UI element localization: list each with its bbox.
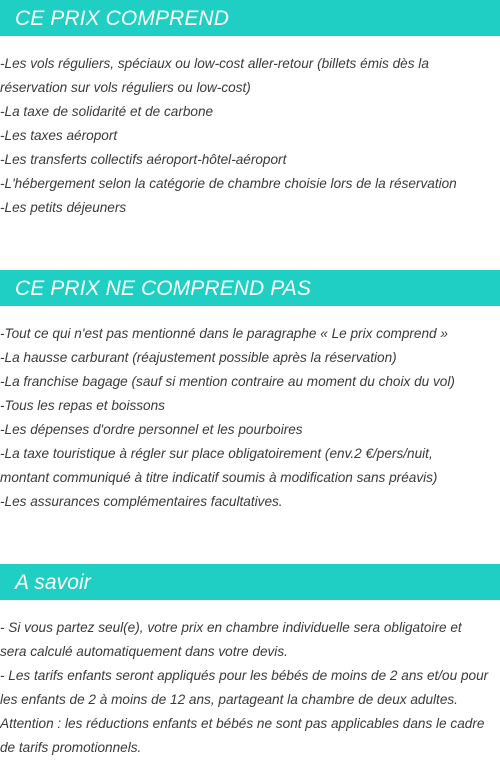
included-line: réservation sur vols réguliers ou low-cost) <box>0 80 251 95</box>
included-section-title: CE PRIX COMPREND <box>15 6 229 30</box>
included-section-header <box>0 0 500 36</box>
good-to-know-line: - Si vous partez seul(e), votre prix en chambre individuelle sera obligatoire et <box>0 620 462 635</box>
not-included-section-body <box>0 322 500 514</box>
not-included-line: -Tout ce qui n'est pas mentionné dans le paragraphe « Le prix comprend » <box>0 326 448 341</box>
not-included-line: -La taxe touristique à régler sur place obligatoirement (env.2 €/pers/nuit, <box>0 446 433 461</box>
good-to-know-line: - Les tarifs enfants seront appliqués pour les bébés de moins de 2 ans et/ou pour <box>0 668 489 683</box>
included-line: -Les petits déjeuners <box>0 200 127 215</box>
included-line: -Les transferts collectifs aéroport-hôtel-aéroport <box>0 152 287 167</box>
not-included-line: -Les assurances complémentaires facultatives. <box>0 494 283 509</box>
good-to-know-line: sera calculé automatiquement dans votre devis. <box>0 644 288 659</box>
good-to-know-section-title: A savoir <box>15 570 91 594</box>
included-line: -La taxe de solidarité et de carbone <box>0 104 214 119</box>
good-to-know-section-header <box>0 564 500 600</box>
good-to-know-line: Attention : les réductions enfants et bébés ne sont pas applicables dans le cadre <box>0 716 485 731</box>
included-line: -L'hébergement selon la catégorie de chambre choisie lors de la réservation <box>0 176 457 191</box>
not-included-line: -Tous les repas et boissons <box>0 398 165 413</box>
good-to-know-section-body <box>0 616 500 760</box>
not-included-line: montant communiqué à titre indicatif soumis à modification sans préavis) <box>0 470 438 485</box>
not-included-line: -Les dépenses d'ordre personnel et les pourboires <box>0 422 303 437</box>
included-line: -Les taxes aéroport <box>0 128 118 143</box>
included-line: -Les vols réguliers, spéciaux ou low-cost aller-retour (billets émis dès la <box>0 56 429 71</box>
not-included-line: -La franchise bagage (sauf si mention contraire au moment du choix du vol) <box>0 374 455 389</box>
not-included-line: -La hausse carburant (réajustement possible après la réservation) <box>0 350 397 365</box>
not-included-section-title: CE PRIX NE COMPREND PAS <box>15 276 311 300</box>
not-included-section-header <box>0 270 500 306</box>
good-to-know-line: de tarifs promotionnels. <box>0 740 142 755</box>
good-to-know-line: les enfants de 2 à moins de 12 ans, partageant la chambre de deux adultes. <box>0 692 458 707</box>
included-section-body <box>0 52 500 220</box>
